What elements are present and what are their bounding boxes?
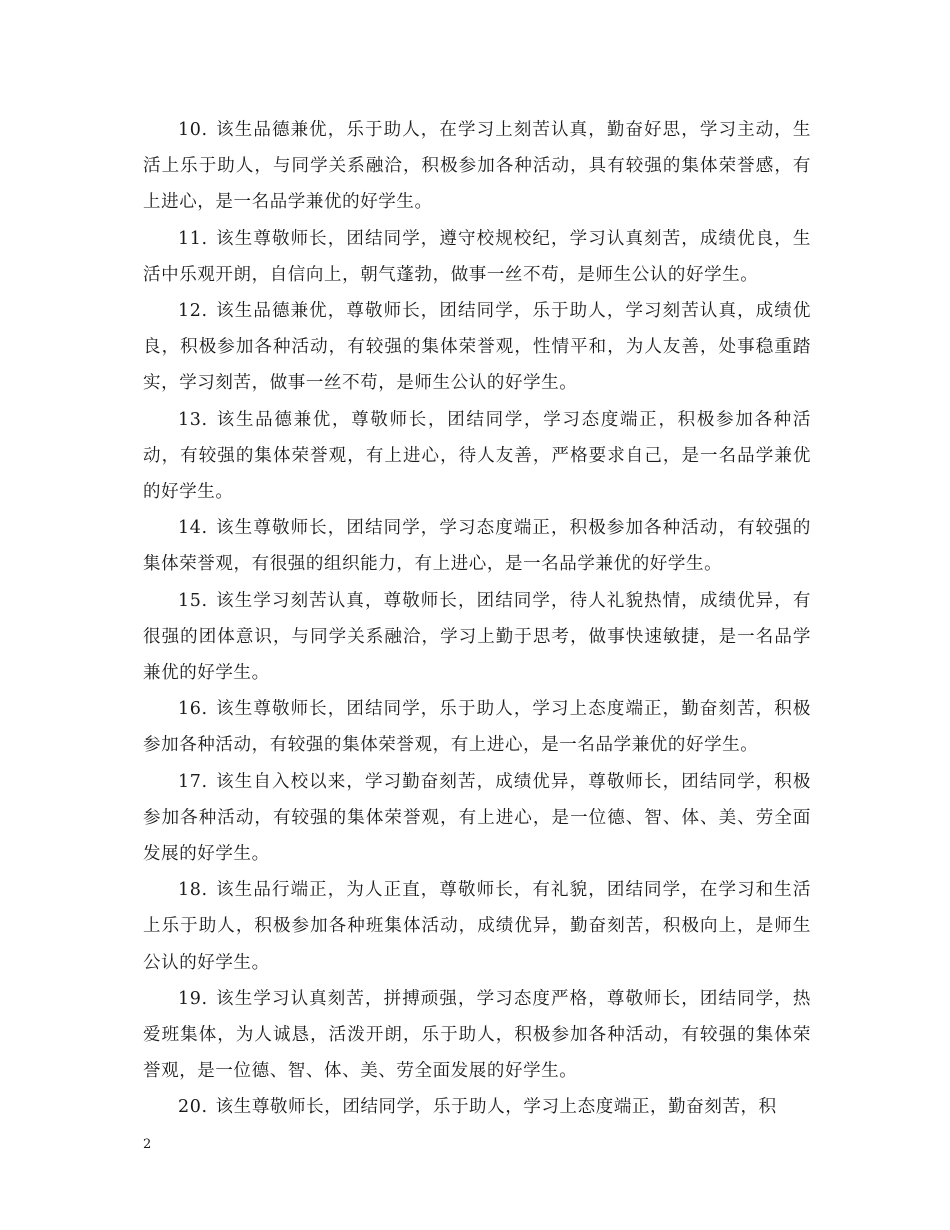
paragraph-number: 19. [178,988,208,1009]
paragraph-text: 该生品德兼优，乐于助人，在学习上刻苦认真，勤奋好思，学习主动，生活上乐于助人，与同学关系融洽，积极参加各种活动，具有较强的集体荣誉感，有上进心，是一名品学兼优的好学生。 [143,120,811,213]
comment-paragraph-13 [143,402,811,511]
paragraph-number: 11. [178,228,208,249]
paragraph-text: 该生品德兼优，尊敬师长，团结同学，乐于助人，学习刻苦认真，成绩优良，积极参加各种活动，有较强的集体荣誉观，性情平和，为人友善，处事稳重踏实，学习刻苦，做事一丝不苟，是师生公认的好学生。 [143,301,811,394]
comment-paragraph-20 [143,1089,811,1125]
paragraph-number: 18. [178,880,208,901]
paragraph-number: 10. [178,120,208,140]
comment-paragraph-18 [143,872,811,981]
paragraph-number: 13. [178,409,208,430]
paragraph-number: 14. [178,518,208,539]
paragraph-text: 该生尊敬师长，团结同学，学习态度端正，积极参加各种活动，有较强的集体荣誉观，有很强的组织能力，有上进心，是一名品学兼优的好学生。 [143,518,811,575]
document-body [143,112,811,1126]
comment-paragraph-11 [143,221,811,293]
comment-paragraph-16 [143,691,811,763]
paragraph-number: 12. [178,301,208,322]
comment-paragraph-17 [143,764,811,873]
paragraph-text: 该生品行端正，为人正直，尊敬师长，有礼貌，团结同学，在学习和生活上乐于助人，积极参加各种班集体活动，成绩优异，勤奋刻苦，积极向上，是师生公认的好学生。 [143,880,811,973]
paragraph-text: 该生学习刻苦认真，尊敬师长，团结同学，待人礼貌热情，成绩优异，有很强的团体意识，与同学关系融洽，学习上勤于思考，做事快速敏捷，是一名品学兼优的好学生。 [143,590,811,684]
paragraph-number: 17. [178,771,208,792]
paragraph-text: 该生自入校以来，学习勤奋刻苦，成绩优异，尊敬师长，团结同学，积极参加各种活动，有较强的集体荣誉观，有上进心，是一位德、智、体、美、劳全面发展的好学生。 [143,771,811,865]
paragraph-number: 16. [178,699,208,720]
paragraph-text: 该生尊敬师长，团结同学，乐于助人，学习上态度端正，勤奋刻苦，积 [215,1097,777,1118]
page-number: 2 [143,1137,152,1152]
comment-paragraph-10 [143,112,811,221]
comment-paragraph-15 [143,583,811,692]
comment-paragraph-14 [143,510,811,582]
paragraph-number: 20. [178,1097,208,1118]
comment-paragraph-12 [143,293,811,402]
paragraph-text: 该生尊敬师长，团结同学，遵守校规校纪，学习认真刻苦，成绩优良，生活中乐观开朗，自信向上，朝气蓬勃，做事一丝不苟，是师生公认的好学生。 [143,228,811,285]
paragraph-number: 15. [178,590,208,611]
paragraph-text: 该生学习认真刻苦，拼搏顽强，学习态度严格，尊敬师长，团结同学，热爱班集体，为人诚恳，活泼开朗，乐于助人，积极参加各种活动，有较强的集体荣誉观，是一位德、智、体、美、劳全面发展的好学生。 [143,988,811,1082]
paragraph-text: 该生尊敬师长，团结同学，乐于助人，学习上态度端正，勤奋刻苦，积极参加各种活动，有较强的集体荣誉观，有上进心，是一名品学兼优的好学生。 [143,699,811,756]
paragraph-text: 该生品德兼优，尊敬师长，团结同学，学习态度端正，积极参加各种活动，有较强的集体荣誉观，有上进心，待人友善，严格要求自己，是一名品学兼优的好学生。 [143,409,811,503]
comment-paragraph-19 [143,981,811,1090]
